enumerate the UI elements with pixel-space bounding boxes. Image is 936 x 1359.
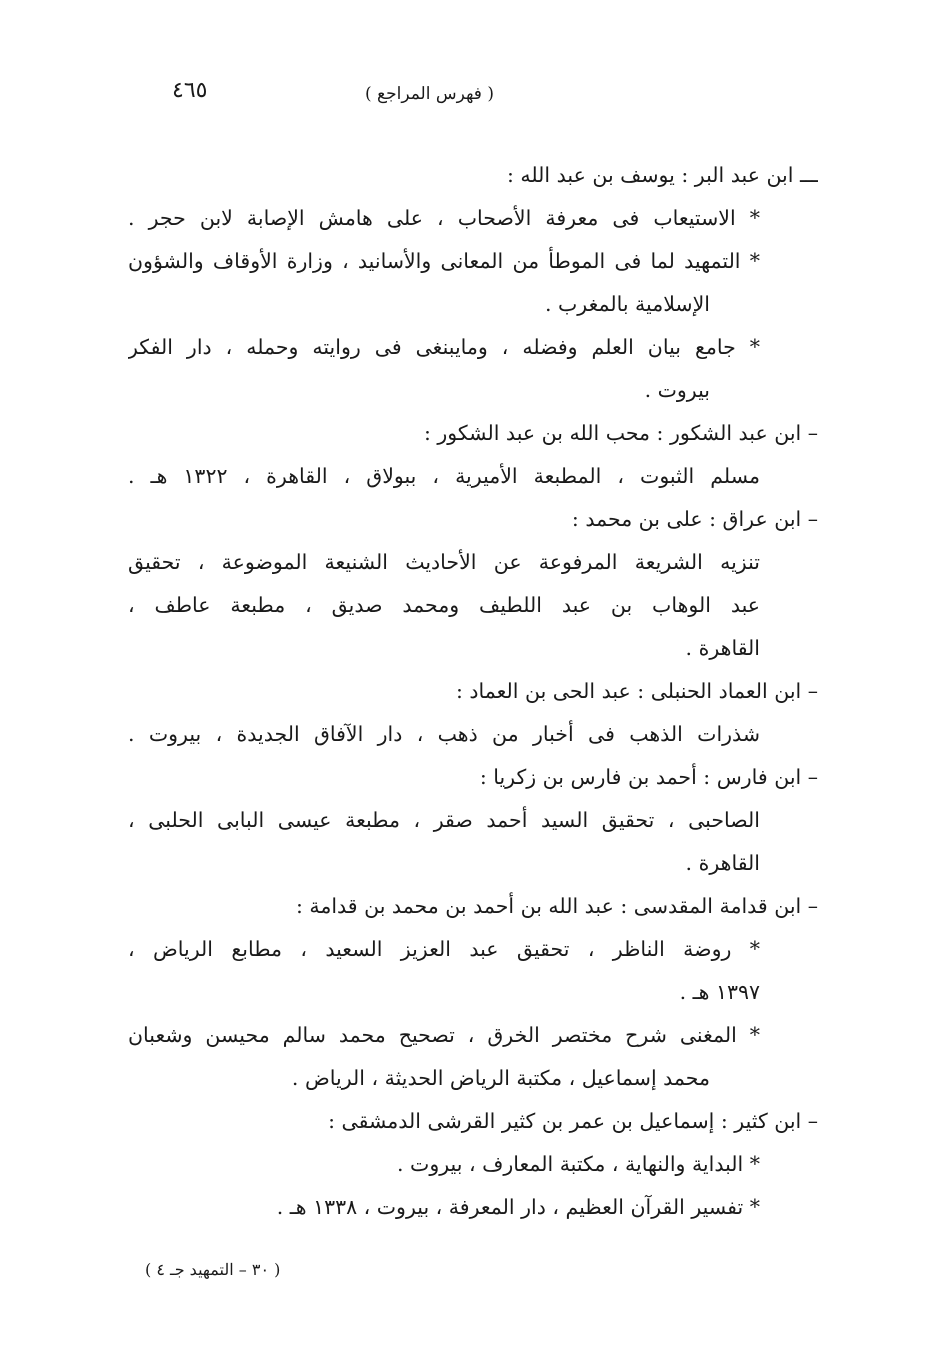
reference-line: * روضة الناظر ، تحقيق عبد العزيز السعيد ، مطابع الرياض ،	[128, 937, 760, 961]
reference-line: مسلم الثبوت ، المطبعة الأميرية ، ببولاق ، القاهرة ، ١٣٢٢ هـ .	[128, 464, 760, 488]
author-heading: – ابن قدامة المقدسى : عبد الله بن أحمد بن محمد بن قدامة :	[295, 894, 818, 918]
reference-line: القاهرة .	[685, 636, 760, 660]
reference-line: * التمهيد لما فى الموطأ من المعانى والأسانيد ، وزارة الأوقاف والشؤون	[128, 249, 760, 273]
reference-line: * تفسير القرآن العظيم ، دار المعرفة ، بيروت ، ١٣٣٨ هـ .	[276, 1195, 760, 1219]
reference-line: * الاستيعاب فى معرفة الأصحاب ، على هامش الإصابة لابن حجر .	[128, 206, 760, 230]
author-heading: – ابن العماد الحنبلى : عبد الحى بن العماد :	[455, 679, 818, 703]
reference-line: * المغنى شرح مختصر الخرق ، تصحيح محمد سالم محيسن وشعبان	[128, 1023, 760, 1047]
author-heading: – ابن عراق : على بن محمد :	[571, 507, 818, 531]
author-heading: – ابن كثير : إسماعيل بن عمر بن كثير القرشى الدمشقى :	[328, 1109, 818, 1133]
reference-line: القاهرة .	[685, 851, 760, 875]
author-heading: – ابن عبد الشكور : محب الله بن عبد الشكور :	[423, 421, 818, 445]
reference-line: شذرات الذهب فى أخبار من ذهب ، دار الآفاق الجديدة ، بيروت .	[128, 722, 760, 746]
reference-line: الصاحبى ، تحقيق السيد أحمد صقر ، مطبعة عيسى البابى الحلبى ،	[128, 808, 760, 832]
reference-line: بيروت .	[644, 378, 710, 402]
reference-line: تنزيه الشريعة المرفوعة عن الأحاديث الشنيعة الموضوعة ، تحقيق	[128, 550, 760, 574]
page-number: ٤٦٥	[172, 78, 208, 103]
reference-line: عبد الوهاب بن عبد اللطيف ومحمد صديق ، مطبعة عاطف ،	[128, 593, 760, 617]
reference-line: ١٣٩٧ هـ .	[679, 980, 760, 1004]
author-heading: – ابن فارس : أحمد بن فارس بن زكريا :	[479, 765, 818, 789]
reference-line: * البداية والنهاية ، مكتبة المعارف ، بيروت .	[397, 1152, 760, 1176]
running-title: ( فهرس المراجع )	[365, 84, 494, 104]
signature-mark: ( ٣٠ – التمهيد جـ ٤ )	[145, 1260, 281, 1279]
reference-line: محمد إسماعيل ، مكتبة الرياض الحديثة ، الرياض .	[291, 1066, 710, 1090]
reference-line: * جامع بيان العلم وفضله ، ومايبنغى فى روايته وحمله ، دار الفكر	[128, 335, 760, 359]
author-heading: ـــ ابن عبد البر : يوسف بن عبد الله :	[506, 163, 818, 187]
reference-line: الإسلامية بالمغرب .	[544, 292, 710, 316]
